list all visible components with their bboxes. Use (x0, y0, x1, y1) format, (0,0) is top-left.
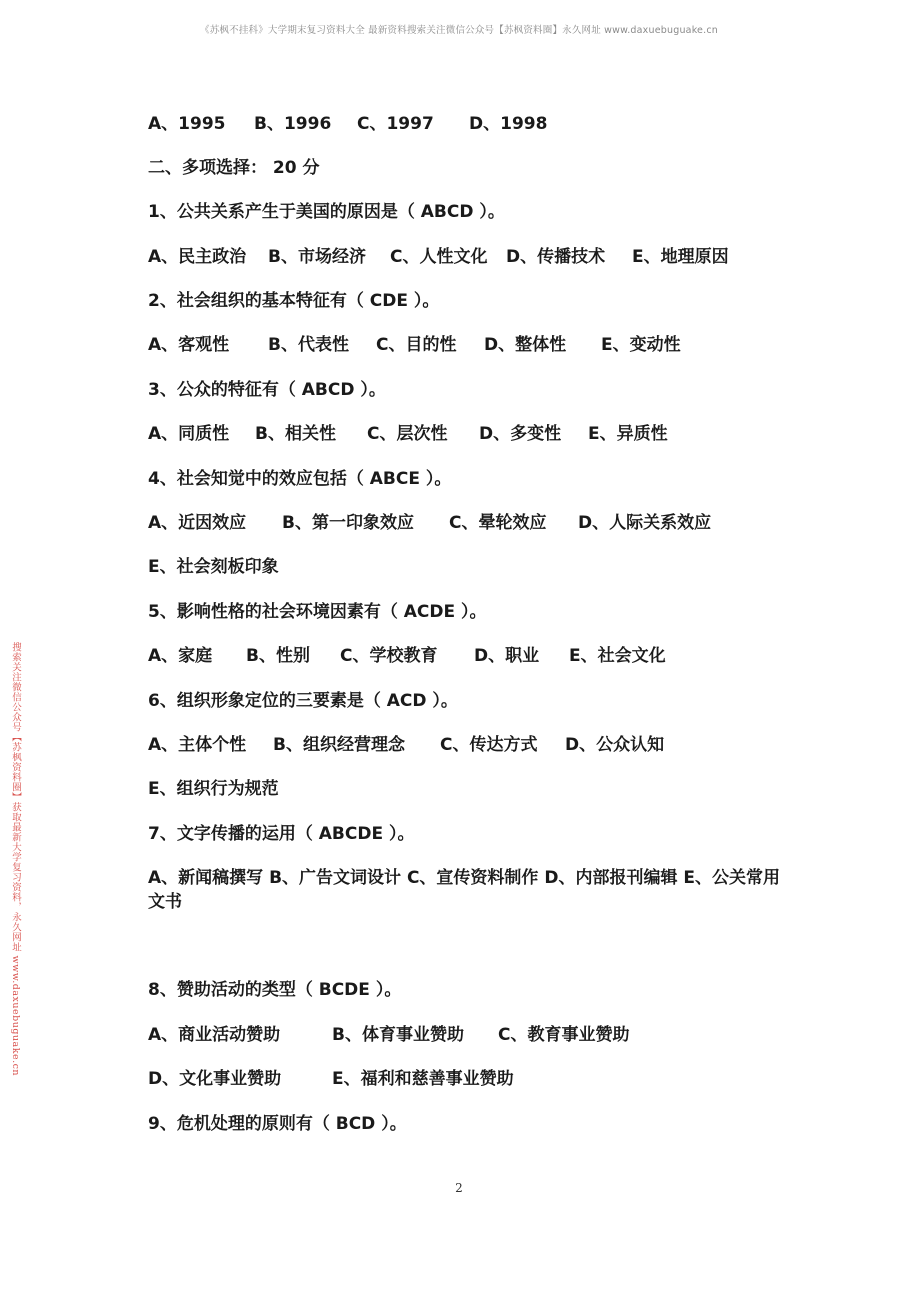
option-b: B、市场经济 (268, 247, 366, 267)
option-c: C、层次性 (367, 424, 448, 444)
option-e: E、社会文化 (569, 646, 666, 666)
question-1: 1、公共关系产生于美国的原因是（ ABCD ）。 (148, 202, 505, 222)
option-e-line: E、社会刻板印象 (148, 557, 279, 577)
side-watermark: 搜索关注微信公众号【苏枫资料圈】获取最新大学复习资料，永久网址 www.daxuebuguake.cn (10, 642, 21, 1077)
option-d: D、人际关系效应 (578, 513, 712, 533)
option-c: C、人性文化 (390, 247, 488, 267)
option-d: D、传播技术 (506, 247, 606, 267)
option-a: A、家庭 (148, 646, 213, 666)
options-q5 (148, 646, 666, 666)
options-q8 (148, 1025, 629, 1045)
options-q4 (148, 513, 711, 533)
question-7: 7、文字传播的运用（ ABCDE ）。 (148, 824, 415, 844)
option-e: E、变动性 (601, 335, 681, 355)
option-d: D、公众认知 (565, 735, 665, 755)
options-q3 (148, 424, 668, 444)
question-5: 5、影响性格的社会环境因素有（ ACDE ）。 (148, 602, 487, 622)
question-2: 2、社会组织的基本特征有（ CDE ）。 (148, 291, 440, 311)
page-number: 2 (455, 1181, 463, 1195)
option-b: B、第一印象效应 (282, 513, 414, 533)
options-q2 (148, 335, 681, 355)
option-c: C、1997 (357, 114, 434, 134)
question-3: 3、公众的特征有（ ABCD ）。 (148, 380, 386, 400)
option-b: B、性别 (246, 646, 310, 666)
option-d: D、职业 (474, 646, 540, 666)
options-q7: A、新闻稿撰写 B、广告文词设计 C、宣传资料制作 D、内部报刊编辑 E、公关常用文书 (148, 868, 780, 912)
options-q8-cont (148, 1069, 514, 1089)
option-a: A、民主政治 (148, 247, 247, 267)
option-c: C、目的性 (376, 335, 457, 355)
option-a: A、商业活动赞助 (148, 1025, 281, 1045)
option-a: A、1995 (148, 114, 226, 134)
options-line-0 (148, 114, 547, 134)
option-b: B、1996 (254, 114, 332, 134)
option-d: D、多变性 (479, 424, 562, 444)
option-a: A、客观性 (148, 335, 230, 355)
page-header-watermark: 《苏枫不挂科》大学期末复习资料大全 最新资料搜索关注微信公众号【苏枫资料圈】永久网址 www.daxuebuguake.cn (200, 25, 718, 36)
section-heading: 二、多项选择： 20 分 (148, 158, 320, 178)
options-q6 (148, 735, 664, 755)
option-d: D、整体性 (484, 335, 567, 355)
option-a: A、近因效应 (148, 513, 247, 533)
question-6: 6、组织形象定位的三要素是（ ACD ）。 (148, 691, 458, 711)
option-b: B、体育事业赞助 (332, 1025, 464, 1045)
question-8: 8、赞助活动的类型（ BCDE ）。 (148, 980, 402, 1000)
option-e: E、异质性 (588, 424, 668, 444)
option-a: A、主体个性 (148, 735, 247, 755)
option-b: B、代表性 (268, 335, 349, 355)
option-c: C、传达方式 (440, 735, 538, 755)
options-q1 (148, 247, 729, 267)
option-e-line: E、组织行为规范 (148, 779, 279, 799)
option-b: B、组织经营理念 (273, 735, 405, 755)
question-9: 9、危机处理的原则有（ BCD ）。 (148, 1114, 407, 1134)
option-c: C、学校教育 (340, 646, 438, 666)
option-d: D、文化事业赞助 (148, 1069, 282, 1089)
option-b: B、相关性 (255, 424, 336, 444)
option-a: A、同质性 (148, 424, 230, 444)
question-4: 4、社会知觉中的效应包括（ ABCE ）。 (148, 469, 452, 489)
option-c: C、教育事业赞助 (498, 1025, 630, 1045)
option-e: E、福利和慈善事业赞助 (332, 1069, 514, 1089)
option-e: E、地理原因 (632, 247, 729, 267)
option-d: D、1998 (469, 114, 548, 134)
option-c: C、晕轮效应 (449, 513, 547, 533)
